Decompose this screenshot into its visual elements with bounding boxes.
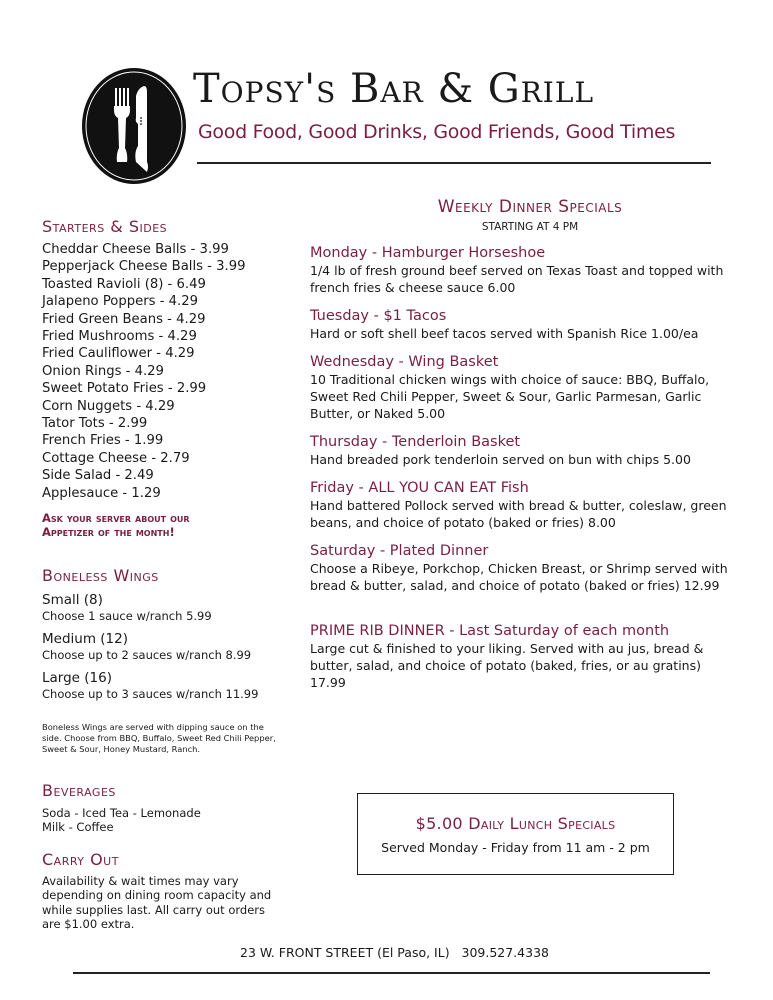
right-column [310, 197, 730, 691]
starters-list [42, 241, 282, 502]
carry-out-heading: Carry Out [42, 850, 119, 870]
header-divider [197, 162, 711, 164]
special-desc: Choose a Ribeye, Porkchop, Chicken Breast, or Shrimp served with bread & butter, salad, and choice of potato (baked or fries) 12.99 [310, 561, 728, 593]
beverage-line: Soda - Iced Tea - Lemonade [42, 806, 201, 821]
special-desc: Hard or soft shell beef tacos served with Spanish Rice 1.00/ea [310, 326, 699, 341]
specials-subtitle: STARTING AT 4 PM [481, 221, 579, 233]
wing-size-desc: Choose up to 2 sauces w/ranch 8.99 [42, 648, 252, 663]
special-desc: 10 Traditional chicken wings with choice of sauce: BBQ, Buffalo, Sweet Red Chili Pepper, Sweet & Sour, Garlic Parmesan, Garlic Butter, or Naked 5.00 [310, 372, 710, 421]
menu-item: Tator Tots - 2.99 [42, 416, 148, 432]
appetizer-note-line: Ask your server about our [42, 511, 190, 526]
special-wednesday [310, 353, 730, 422]
wings-heading: Boneless Wings [42, 566, 159, 586]
special-monday [310, 244, 730, 296]
menu-item: Cheddar Cheese Balls - 3.99 [42, 242, 229, 257]
specials-title: Weekly Dinner Specials [437, 197, 623, 217]
logo [80, 66, 188, 186]
prime-rib-desc: Large cut & finished to your liking. Served with au jus, bread & butter, salad, and choice of potato (baked, fries, or au gratins) 17.99 [310, 641, 704, 690]
wing-size [42, 670, 282, 702]
special-name: Saturday - Plated Dinner [310, 543, 489, 559]
special-desc: 1/4 lb of fresh ground beef served on Texas Toast and topped with french fries & cheese sauce 6.00 [310, 263, 724, 295]
lunch-specials-box [357, 793, 674, 875]
menu-item: Pepperjack Cheese Balls - 3.99 [42, 259, 246, 275]
starters-heading: Starters & Sides [42, 217, 168, 236]
special-saturday [310, 542, 730, 594]
carry-out-text: Availability & wait times may vary depending on dining room capacity and while supplies last. All carry out orders are $1.00 extra. [42, 874, 272, 931]
wing-size-name: Large (16) [42, 670, 112, 687]
left-column [42, 217, 282, 931]
footer-address: 23 W. FRONT STREET (El Paso, IL) 309.527.4338 [240, 945, 549, 960]
prime-rib-name: PRIME RIB DINNER - Last Saturday of each month [310, 623, 670, 639]
menu-item: Fried Cauliflower - 4.29 [42, 346, 195, 362]
restaurant-title: Topsy's Bar & Grill [193, 66, 595, 112]
prime-rib-special [310, 622, 730, 691]
appetizer-note [42, 511, 282, 539]
menu-item: Side Salad - 2.49 [42, 468, 154, 484]
beverages-heading: Beverages [42, 781, 116, 801]
lunch-title: $5.00 Daily Lunch Specials [415, 814, 616, 833]
special-name: Thursday - Tenderloin Basket [310, 434, 521, 450]
wing-size [42, 592, 282, 624]
menu-item: Fried Green Beans - 4.29 [42, 311, 206, 327]
special-desc: Hand breaded pork tenderloin served on bun with chips 5.00 [310, 452, 691, 467]
menu-item: Corn Nuggets - 4.29 [42, 398, 175, 414]
special-name: Monday - Hamburger Horseshoe [310, 245, 546, 261]
wing-size-desc: Choose up to 3 sauces w/ranch 11.99 [42, 687, 259, 702]
footer-divider [73, 972, 710, 974]
special-name: Friday - ALL YOU CAN EAT Fish [310, 480, 529, 496]
menu-item: Onion Rings - 4.29 [42, 363, 164, 379]
special-friday [310, 479, 730, 531]
wing-size-name: Medium (12) [42, 631, 128, 648]
special-name: Tuesday - $1 Tacos [310, 308, 447, 324]
tagline: Good Food, Good Drinks, Good Friends, Good Times [198, 121, 676, 143]
menu-item: Sweet Potato Fries - 2.99 [42, 381, 207, 397]
special-desc: Hand battered Pollock served with bread & butter, coleslaw, green beans, and choice of potato (baked or fries) 8.00 [310, 498, 727, 530]
wing-size-desc: Choose 1 sauce w/ranch 5.99 [42, 609, 212, 624]
menu-item: Fried Mushrooms - 4.29 [42, 329, 197, 345]
menu-item: Jalapeno Poppers - 4.29 [42, 294, 199, 310]
beverages-list [42, 806, 282, 834]
lunch-subtitle: Served Monday - Friday from 11 am - 2 pm [381, 840, 650, 855]
special-thursday [310, 433, 730, 468]
wings-note: Boneless Wings are served with dipping sauce on the side. Choose from BBQ, Buffalo, Sweet Red Chili Pepper, Sweet & Sour, Honey Mustard, Ranch. [42, 722, 276, 755]
beverage-line: Milk - Coffee [42, 820, 114, 835]
menu-item: Applesauce - 1.29 [42, 485, 161, 501]
wing-size [42, 631, 282, 663]
appetizer-note-line: Appetizer of the month! [42, 525, 175, 540]
wing-size-name: Small (8) [42, 592, 103, 609]
menu-item: Toasted Ravioli (8) - 6.49 [42, 276, 206, 292]
special-tuesday [310, 307, 730, 342]
special-name: Wednesday - Wing Basket [310, 354, 499, 370]
menu-item: French Fries - 1.99 [42, 433, 164, 449]
fork-knife-plate-icon [80, 66, 188, 186]
menu-item: Cottage Cheese - 2.79 [42, 450, 190, 466]
